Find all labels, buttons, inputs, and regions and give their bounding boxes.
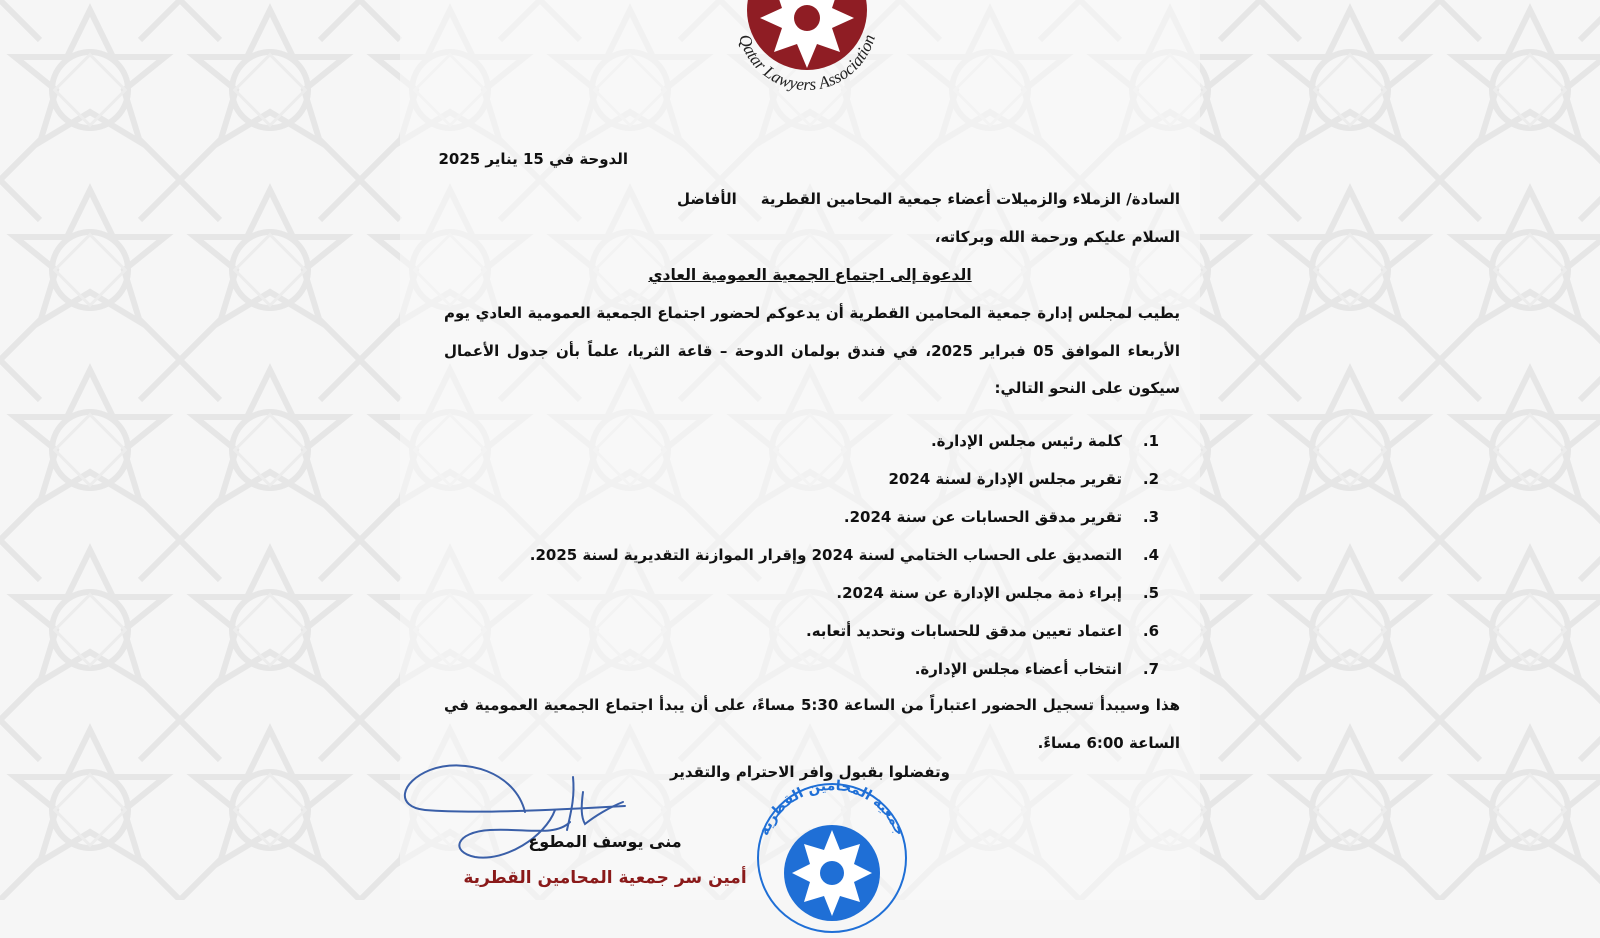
letter-subject: الدعوة إلى اجتماع الجمعية العمومية العادي	[648, 266, 972, 284]
addressee: السادة/ الزملاء والزميلات أعضاء جمعية المحامين القطرية	[760, 190, 1180, 208]
agenda-number: 3.	[1142, 508, 1160, 526]
greeting: السلام عليكم ورحمة الله وبركاته،	[934, 228, 1180, 246]
agenda-number: 6.	[1142, 622, 1160, 640]
agenda-item	[444, 498, 1180, 536]
logo-english-text: Qatar Lawyers Association	[734, 31, 879, 95]
agenda-number: 5.	[1142, 584, 1160, 602]
intro-paragraph: يطيب لمجلس إدارة جمعية المحامين القطرية أن يدعوكم لحضور اجتماع الجمعية العمومية العادي يوم الأربعاء الموافق 05 فبراير 2025، في فندق بولمان الدوحة – قاعة الثريا، علماً بأن جدول الأعمال سيكون على النحو التالي:	[444, 304, 1181, 397]
closing-line: وتفضلوا بقبول وافر الاحترام والتقدير	[669, 763, 951, 781]
association-logo	[712, 0, 902, 110]
agenda-text: تقرير مدقق الحسابات عن سنة 2024.	[843, 508, 1122, 526]
addressee-line	[660, 190, 1180, 208]
agenda-number: 7.	[1142, 660, 1160, 678]
attendance-note: هذا وسيبدأ تسجيل الحضور اعتباراً من الساعة 5:30 مساءً، على أن يبدأ اجتماع الجمعية العمومية في الساعة 6:00 مساءً.	[444, 696, 1181, 752]
agenda-list	[444, 422, 1180, 688]
agenda-item	[444, 574, 1180, 612]
agenda-number: 2.	[1142, 470, 1160, 488]
agenda-item	[444, 422, 1180, 460]
agenda-item	[444, 536, 1180, 574]
agenda-text: إبراء ذمة مجلس الإدارة عن سنة 2024.	[836, 584, 1122, 602]
agenda-text: كلمة رئيس مجلس الإدارة.	[930, 432, 1122, 450]
agenda-number: 1.	[1142, 432, 1160, 450]
agenda-text: اعتماد تعيين مدقق للحسابات وتحديد أتعابه.	[806, 622, 1122, 640]
agenda-item	[444, 650, 1180, 688]
agenda-item	[444, 612, 1180, 650]
signer-name: منى يوسف المطوع	[528, 832, 682, 851]
agenda-text: التصديق على الحساب الختامي لسنة 2024 وإقرار الموازنة التقديرية لسنة 2025.	[529, 546, 1122, 564]
association-stamp	[752, 778, 912, 938]
signer-title: أمين سر جمعية المحامين القطرية	[463, 868, 747, 888]
agenda-text: انتخاب أعضاء مجلس الإدارة.	[914, 660, 1122, 678]
letter-date: الدوحة في 15 يناير 2025	[438, 150, 628, 168]
agenda-number: 4.	[1142, 546, 1160, 564]
agenda-text: تقرير مجلس الإدارة لسنة 2024	[888, 470, 1122, 488]
agenda-item	[444, 460, 1180, 498]
handwritten-signature	[395, 752, 645, 872]
honorific: الأفاضل	[677, 190, 737, 208]
stamp-arabic-text: جمعية المحامين القطرية	[756, 778, 908, 838]
